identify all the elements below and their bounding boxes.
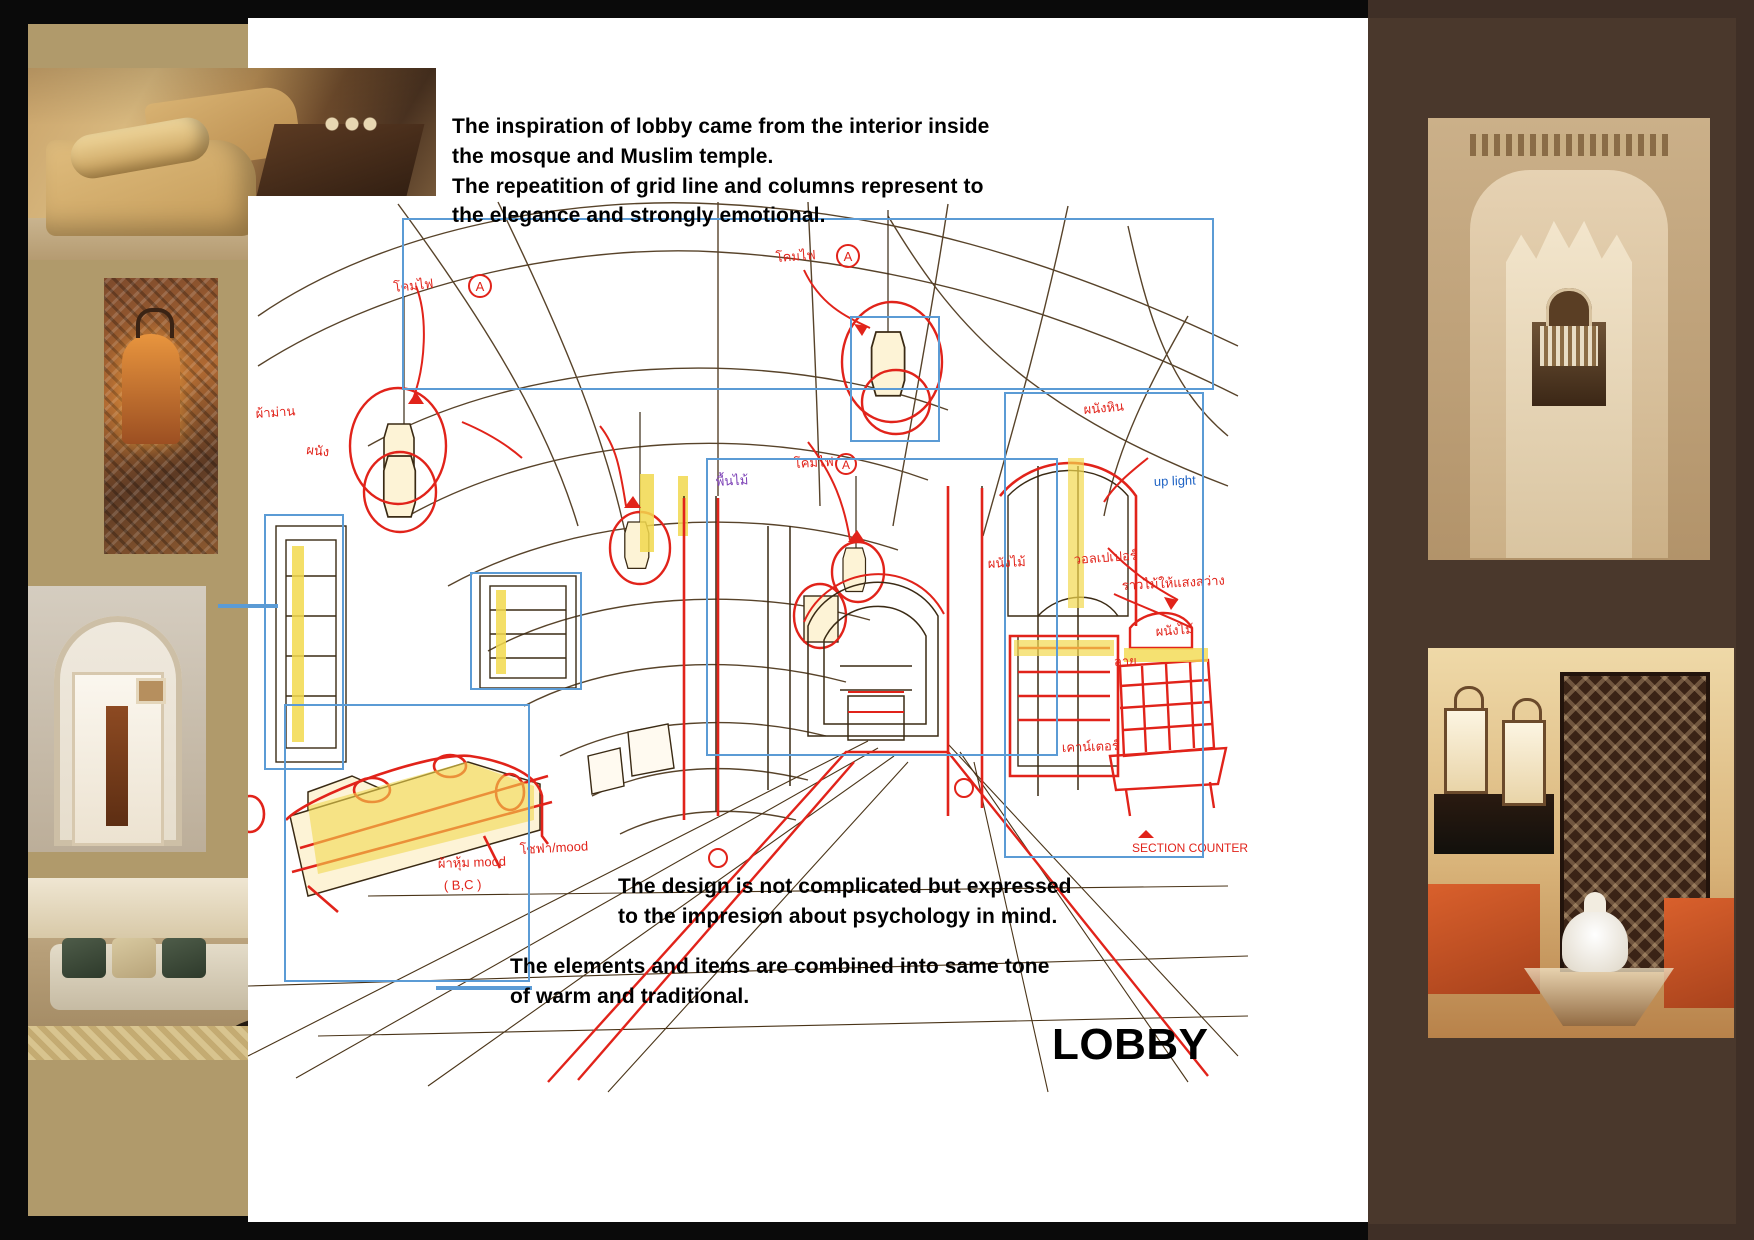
lantern-lamp [122,334,180,444]
lantern-lamp-left [1444,708,1488,794]
middle-line-1: The design is not complicated but expressed [618,875,1072,898]
svg-text:โซฟา/mood: โซฟา/mood [519,838,589,857]
svg-text:ผนังไม้: ผนังไม้ [987,554,1027,571]
intro-line-3: The repeatition of grid line and columns represent to [452,174,984,198]
svg-text:ลาย: ลาย [1113,653,1137,669]
svg-text:พื้นไม้: พื้นไม้ [715,472,749,489]
svg-text:up light: up light [1153,472,1197,489]
svg-text:ผ้าม่าน: ผ้าม่าน [255,403,296,421]
white-urn [1562,910,1628,972]
lantern-screen-photo [104,278,218,554]
bottom-line-2: of warm and traditional. [510,984,750,1008]
arch-pedestal [106,706,128,826]
middle-text [618,872,1088,932]
intro-text [452,112,1012,231]
living-pillow-1 [62,938,106,978]
intro-line-1: The inspiration of lobby came from the interior inside [452,115,990,138]
svg-text:A: A [475,279,485,294]
screen-lamps-photo [1428,648,1734,1038]
svg-text:ผ้าหุ้ม mood: ผ้าหุ้ม mood [437,853,507,871]
bottom-text [510,952,1070,1012]
svg-text:ผนังไม้: ผนังไม้ [1155,621,1195,639]
svg-text:โคมไฟ: โคมไฟ [775,247,817,265]
bottom-line-1: The elements and items are combined into same tone [510,955,1050,978]
niche-chair-photo [1428,118,1710,560]
orange-chair-left [1428,884,1540,994]
arched-doorway-photo [28,586,206,852]
page-title: LOBBY [1052,1020,1209,1069]
svg-text:ราวไม้ให้แสงสว่าง: ราวไม้ให้แสงสว่าง [1121,572,1226,593]
lounge-cups [320,116,380,132]
svg-text:โคมไฟ: โคมไฟ [392,275,435,295]
orange-chair-right [1664,898,1734,1008]
intro-line-4: the elegance and strongly emotional. [452,204,826,228]
svg-text:วอลเปเปอร์: วอลเปเปอร์ [1073,547,1138,567]
living-pillow-3 [162,938,206,978]
glass-table [1524,968,1674,1026]
arch-picture-frame [136,678,166,704]
svg-text:โคมไฟ: โคมไฟ [793,453,835,471]
niche-top-band [1470,134,1668,156]
niche-chair-inlay [1540,326,1598,366]
living-pillow-2 [112,938,156,978]
svg-text:( B,C ): ( B,C ) [443,876,482,893]
intro-line-2: the mosque and Muslim temple. [452,144,774,168]
svg-text:ผนังหิน: ผนังหิน [1082,398,1125,417]
lantern-lamp-right [1502,720,1546,806]
svg-text:A: A [843,249,853,264]
svg-text:SECTION COUNTER: SECTION COUNTER [1132,841,1248,855]
svg-text:A: A [841,458,851,472]
svg-text:เคาน์เตอร์: เคาน์เตอร์ [1061,738,1120,755]
svg-text:ผนัง: ผนัง [305,442,330,460]
middle-line-2: to the impresion about psychology in mind. [618,904,1058,928]
